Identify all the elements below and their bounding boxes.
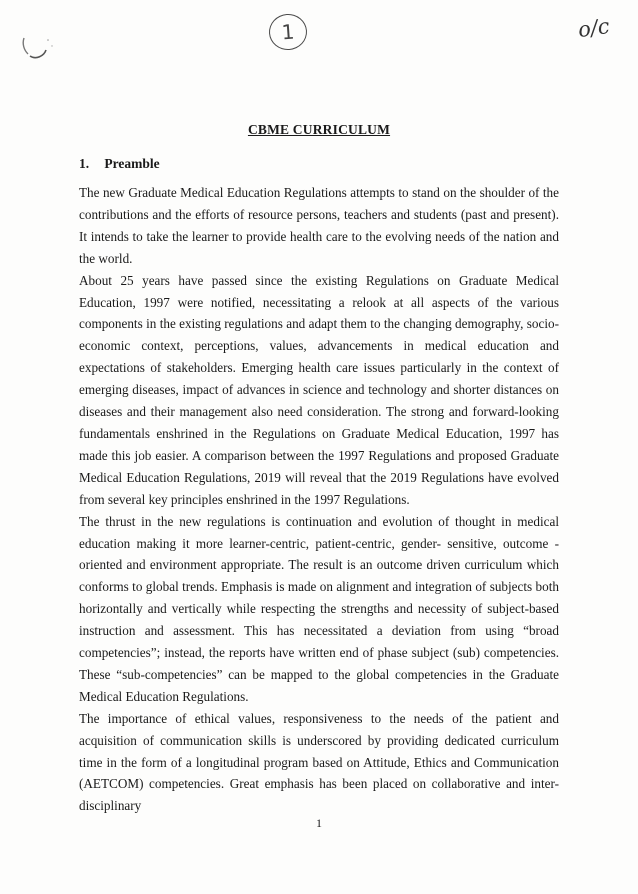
paragraph: About 25 years have passed since the existing Regulations on Graduate Medical Education, 1997 were notified, necessitating a relook at all aspects of the various components in the existing regulations and adapt them to the changing demography, socio-economic context, perceptions, values, advancements in medical education and expectations of stakeholders. Emerging health care issues particularly in the context of emerging diseases, impact of advances in science and technology and shorter distances on diseases and their management also need consideration. The strong and forward-looking fundamentals enshrined in the Regulations on Graduate Medical Education, 1997 has made this job easier. A comparison between the 1997 Regulations and proposed Graduate Medical Education Regulations, 2019 will reveal that the 2019 Regulations have evolved from several key principles enshrined in the 1997 Regulations. [79, 272, 559, 507]
handwritten-oc-mark: o/c [576, 13, 612, 43]
section-title: Preamble [104, 156, 160, 171]
paragraph: The new Graduate Medical Education Regulations attempts to stand on the shoulder of the contributions and the efforts of resource persons, teachers and students (past and present). It intends to take the learner to provide health care to the evolving needs of the nation and the world. [79, 185, 559, 266]
section-heading [79, 156, 160, 172]
section-number: 1. [79, 156, 90, 171]
paragraph: The importance of ethical values, responsiveness to the needs of the patient and acquisition of communication skills is underscored by providing dedicated curriculum time in the form of a longitudinal program based on Attitude, Ethics and Communication (AETCOM) competencies. Great emphasis has been placed on collaborative and inter-disciplinary [79, 710, 559, 814]
circled-number-text: 1 [280, 19, 296, 45]
document-title-text: CBME CURRICULUM [247, 122, 391, 137]
page-number: 1 [316, 816, 322, 830]
handwritten-circled-page-number [268, 13, 308, 52]
paragraph: The thrust in the new regulations is continuation and evolution of thought in medical education making it more learner-centric, patient-centric, gender- sensitive, outcome -oriented and environment appropriate. The result is an outcome driven curriculum which conforms to global trends. Emphasis is made on alignment and integration of subjects both horizontally and vertically while respecting the strengths and necessity of subject-based instruction and assessment. This has necessitated a deviation from using “broad competencies”; instead, the reports have written end of phase subject (sub) competencies. These “sub-competencies” can be mapped to the global competencies in the Graduate Medical Education Regulations. [79, 513, 559, 704]
document-title [0, 122, 638, 138]
document-body [79, 182, 559, 817]
handwritten-scribble-icon [18, 30, 58, 66]
